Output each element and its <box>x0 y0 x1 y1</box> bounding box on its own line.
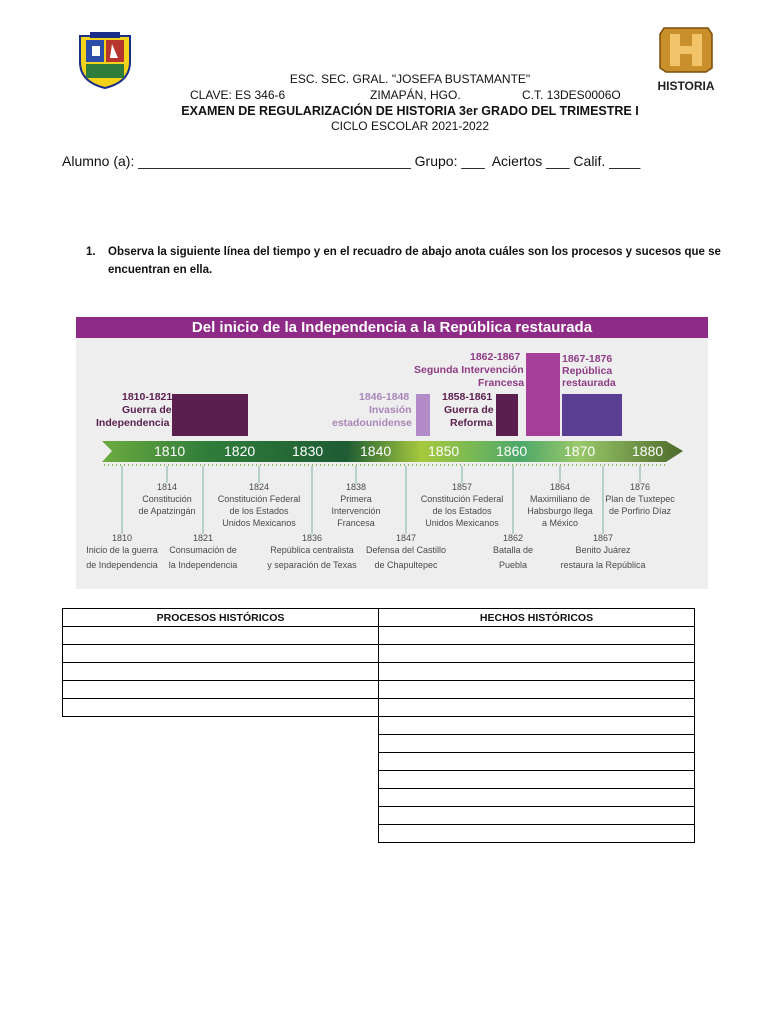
history-logo-text: HISTORIA <box>657 79 715 93</box>
school-cycle: CICLO ESCOLAR 2021-2022 <box>330 119 490 133</box>
event-answer-cell[interactable] <box>379 735 695 753</box>
processes-table <box>62 608 379 717</box>
event-top-l2-2: de los Estados <box>229 506 289 516</box>
year-label-1810: 1810 <box>154 443 186 459</box>
event-answer-cell[interactable] <box>379 807 695 825</box>
question-number: 1. <box>86 246 96 258</box>
year-label-1830: 1830 <box>292 443 324 459</box>
event-answer-cell[interactable] <box>379 699 695 717</box>
event-top-l3-3: Francesa <box>337 518 375 528</box>
event-top-l1-6: Plan de Tuxtepec <box>605 494 675 504</box>
event-answer-cell[interactable] <box>379 627 695 645</box>
event-answer-cell[interactable] <box>379 771 695 789</box>
process-answer-cell[interactable] <box>63 681 379 699</box>
school-clave: CLAVE: ES 346-6 <box>190 88 286 102</box>
event-top-year-3: 1838 <box>345 482 367 492</box>
process-label-intervencion-l2: Segunda Intervención <box>414 364 524 376</box>
year-label-1820: 1820 <box>224 443 256 459</box>
event-bottom-year-4: 1847 <box>395 533 417 543</box>
event-bottom-l2-1: de Independencia <box>86 560 158 570</box>
event-top-year-6: 1876 <box>629 482 651 492</box>
timeline-arrow-band <box>102 441 683 462</box>
event-top-l3-2: Unidos Mexicanos <box>222 518 296 528</box>
year-label-1850: 1850 <box>428 443 460 459</box>
process-label-invasion-l2: Invasión <box>369 404 412 416</box>
event-bottom-l1-2: Consumación de <box>169 545 237 555</box>
process-label-independence-l2: Guerra de <box>122 404 172 416</box>
event-top-year-4: 1857 <box>451 482 473 492</box>
event-top-l3-4: Unidos Mexicanos <box>425 518 499 528</box>
event-top-year-1: 1814 <box>156 482 178 492</box>
process-label-reforma-dates: 1858-1861 <box>442 391 493 403</box>
event-bottom-year-6: 1867 <box>592 533 614 543</box>
event-answer-cell[interactable] <box>379 717 695 735</box>
event-answer-cell[interactable] <box>379 645 695 663</box>
process-label-republica-l3: restaurada <box>562 377 616 389</box>
event-top-l2-5: Habsburgo llega <box>527 506 593 516</box>
events-top <box>138 482 675 528</box>
school-ct: C.T. 13DES0006O <box>522 88 621 102</box>
year-label-1860: 1860 <box>496 443 528 459</box>
exam-title: EXAMEN DE REGULARIZACIÓN DE HISTORIA 3er GRADO DEL TRIMESTRE I <box>181 104 639 118</box>
process-label-intervencion-dates: 1862-1867 <box>470 351 521 363</box>
events-table <box>378 608 695 843</box>
event-top-l1-1: Constitución <box>142 494 192 504</box>
year-label-1880: 1880 <box>632 443 664 459</box>
process-label-independence-l3: Independencia <box>96 417 170 429</box>
event-bottom-year-3: 1836 <box>301 533 323 543</box>
year-label-1870: 1870 <box>564 443 596 459</box>
process-label-reforma-l2: Guerra de <box>444 404 494 416</box>
school-city: ZIMAPÁN, HGO. <box>370 88 461 102</box>
event-bottom-l1-3: República centralista <box>270 545 354 555</box>
timeline-title: Del inicio de la Independencia a la República restaurada <box>76 317 708 338</box>
process-answer-cell[interactable] <box>63 627 379 645</box>
process-bar-republica <box>562 394 622 436</box>
history-h-icon <box>654 26 718 74</box>
student-info-line[interactable]: Alumno (a): ___________________________________ Grupo: ___ Aciertos ___ Calif. ____ <box>62 153 641 169</box>
process-label-independence-dates: 1810-1821 <box>122 391 173 403</box>
event-bottom-l1-5: Batalla de <box>492 545 534 555</box>
process-label-intervencion-l3: Francesa <box>478 377 525 389</box>
process-answer-cell[interactable] <box>63 663 379 681</box>
event-top-l2-6: de Porfirio Díaz <box>608 506 672 516</box>
history-channel-logo <box>654 26 718 96</box>
process-answer-cell[interactable] <box>63 645 379 663</box>
process-label-reforma-l3: Reforma <box>450 417 493 429</box>
event-bottom-year-2: 1821 <box>192 533 214 543</box>
year-label-1840: 1840 <box>360 443 392 459</box>
event-answer-cell[interactable] <box>379 825 695 843</box>
event-top-l1-2: Constitución Federal <box>217 494 301 504</box>
event-answer-cell[interactable] <box>379 753 695 771</box>
event-top-year-5: 1864 <box>549 482 571 492</box>
event-bottom-l1-6: Benito Juárez <box>575 545 631 555</box>
school-crest-logo <box>76 30 134 90</box>
processes-header: PROCESOS HISTÓRICOS <box>63 609 379 627</box>
event-bottom-l2-3: y separación de Texas <box>267 560 357 570</box>
event-bottom-l2-4: de Chapultepec <box>374 560 438 570</box>
school-name: ESC. SEC. GRAL. "JOSEFA BUSTAMANTE" <box>289 72 531 86</box>
timeline-graphic <box>76 338 708 589</box>
process-label-republica-l2: República <box>562 365 613 377</box>
event-top-l2-1: de Apatzingán <box>138 506 196 516</box>
event-top-l2-3: Intervención <box>331 506 381 516</box>
question-text-line1: Observa la siguiente línea del tiempo y en el recuadro de abajo anota cuáles son los procesos y sucesos que se <box>108 246 721 258</box>
event-answer-cell[interactable] <box>379 789 695 807</box>
process-bar-reforma <box>496 394 518 436</box>
event-answer-cell[interactable] <box>379 681 695 699</box>
event-top-l1-4: Constitución Federal <box>420 494 504 504</box>
events-bottom <box>86 533 645 570</box>
event-bottom-l2-6: restaura la República <box>560 560 646 570</box>
process-answer-cell[interactable] <box>63 699 379 717</box>
process-bar-intervencion <box>526 353 560 436</box>
process-bar-invasion <box>416 394 430 436</box>
process-label-republica-dates: 1867-1876 <box>562 353 613 365</box>
event-bottom-year-5: 1862 <box>502 533 524 543</box>
event-top-year-2: 1824 <box>248 482 270 492</box>
event-answer-cell[interactable] <box>379 663 695 681</box>
event-bottom-l1-4: Defensa del Castillo <box>365 545 447 555</box>
event-bottom-l1-1: Inicio de la guerra <box>86 545 158 555</box>
event-top-l2-4: de los Estados <box>432 506 492 516</box>
events-header: HECHOS HISTÓRICOS <box>379 609 695 627</box>
question-text-line2: encuentran en ella. <box>108 264 213 276</box>
event-bottom-year-1: 1810 <box>111 533 133 543</box>
event-top-l1-3: Primera <box>340 494 372 504</box>
event-top-l3-5: a México <box>541 518 579 528</box>
event-bottom-l2-5: Puebla <box>498 560 528 570</box>
process-label-invasion-l3: estadounidense <box>332 417 412 429</box>
event-top-l1-5: Maximiliano de <box>529 494 591 504</box>
event-bottom-l2-2: la Independencia <box>168 560 238 570</box>
process-label-invasion-dates: 1846-1848 <box>359 391 410 403</box>
process-bar-independence <box>172 394 248 436</box>
